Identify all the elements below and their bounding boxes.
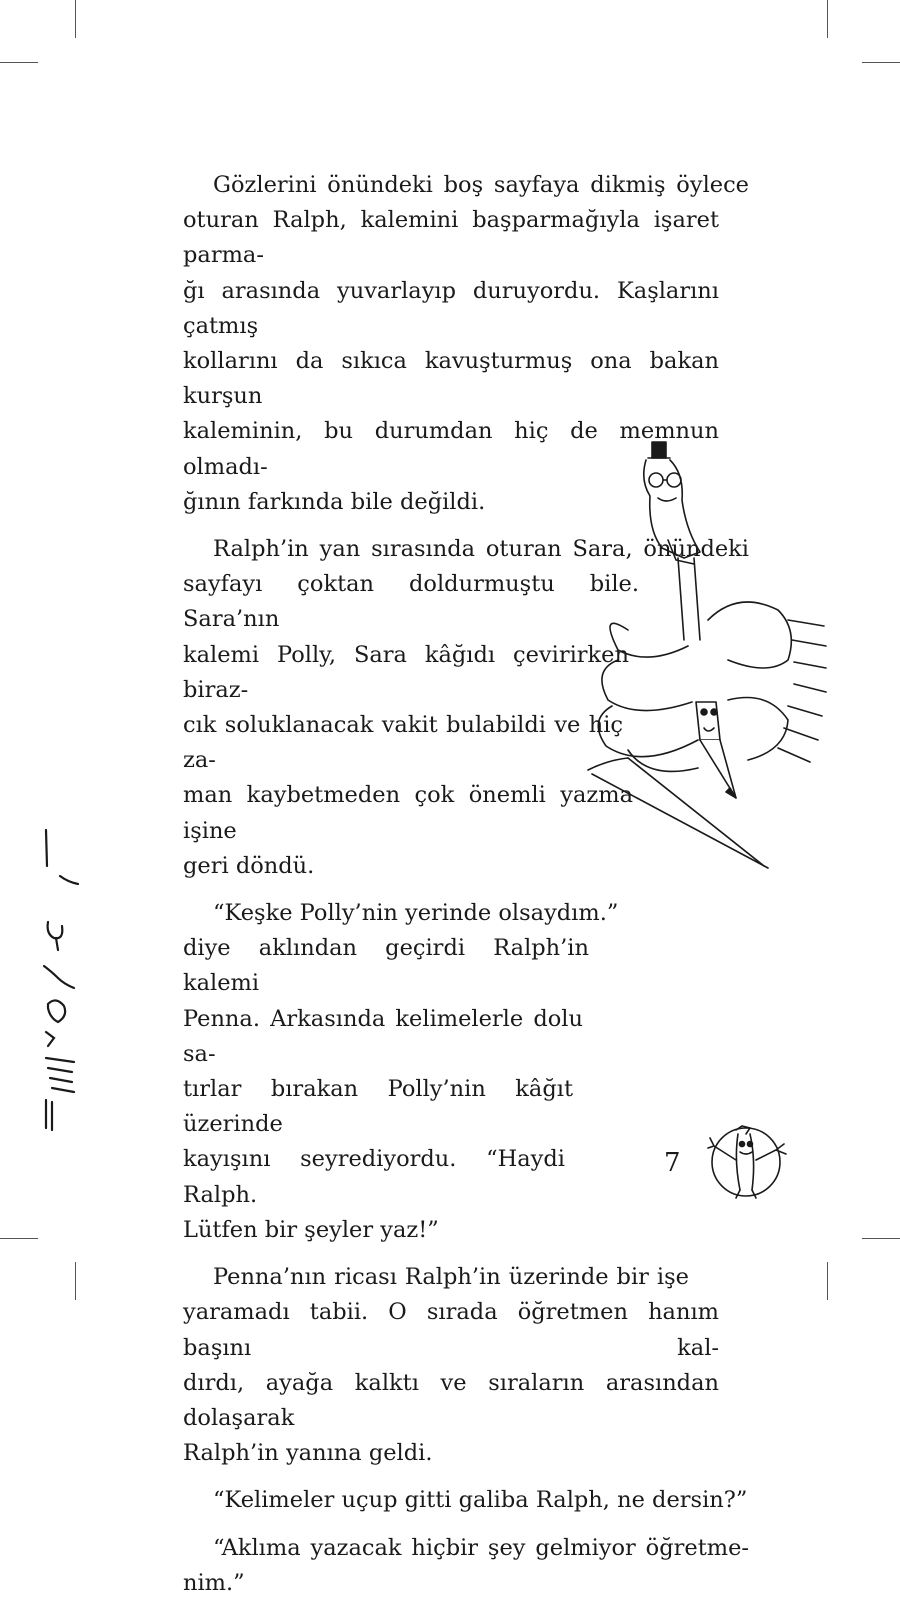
text-line: sayfayı çoktan doldurmuştu bile. Sara’nın [183,571,639,633]
paragraph-4 [183,1260,723,1471]
margin-doodle [34,826,84,1132]
text-line: “Kelimeler uçup gitti galiba Ralph, ne dersin?” [213,1487,748,1514]
text-line: yaramadı tabii. O sırada öğretmen hanım başını kal- [183,1299,719,1361]
text-line: dırdı, ayağa kalktı ve sıraların arasından dolaşarak [183,1369,719,1431]
text-line: nim.” [183,1569,245,1596]
text-line: kalemi Polly, Sara kâğıdı çevirirken biraz- [183,641,629,703]
text-line: kollarını da sıkıca kavuşturmuş ona bakan kurşun [183,348,719,410]
page-number: 7 [664,1148,681,1178]
text-line: Penna. Arkasında kelimelerle dolu sa- [183,1005,583,1067]
text-line: Gözlerini önündeki boş sayfaya dikmiş öylece [213,172,749,198]
crop-mark-bottom-right [827,1262,828,1300]
text-line: cık soluklanacak vakit bulabildi ve hiç za- [183,712,623,774]
crop-mark-left-bottom [0,1238,38,1239]
paragraph-3 [183,896,723,1248]
crop-mark-top-left [75,0,76,38]
text-line: Penna’nın ricası Ralph’in üzerinde bir işe [213,1264,689,1291]
text-line: geri döndü. [183,852,315,879]
text-line: Lütfen bir şeyler yaz!” [183,1216,439,1243]
text-line: “Keşke Polly’nin yerinde olsaydım.” [213,900,619,927]
text-line: diye aklından geçirdi Ralph’in kalemi [183,935,589,997]
text-line: man kaybetmeden çok önemli yazma işine [183,782,633,844]
text-line: Ralph’in yan sırasında oturan Sara, önündeki [213,536,749,563]
text-line: kayışını seyrediyordu. “Haydi Ralph. [183,1146,565,1208]
text-line: “Aklıma yazacak hiçbir şey gelmiyor öğretme- [213,1534,749,1561]
paragraph-5 [183,1483,748,1518]
paragraph-2 [183,532,749,884]
paragraph-6 [183,1531,749,1601]
text-line: Ralph’in yanına geldi. [183,1440,433,1467]
text-line: tırlar bırakan Polly’nin kâğıt üzerinde [183,1076,573,1138]
text-line: oturan Ralph, kalemini başparmağıyla işaret parma- [183,207,719,269]
text-line: kaleminin, bu durumdan hiç de memnun olmadı- [183,418,719,480]
crop-mark-bottom-left [75,1262,76,1300]
crop-mark-top-right [827,0,828,38]
paragraph-1 [183,168,749,520]
crop-mark-right-bottom [862,1238,900,1239]
story-text [183,168,749,1613]
crop-mark-left-top [0,62,38,63]
text-line: ğının farkında bile değildi. [183,488,486,515]
crop-mark-right-top [862,62,900,63]
text-line: ğı arasında yuvarlayıp duruyordu. Kaşlarını çatmış [183,277,719,339]
